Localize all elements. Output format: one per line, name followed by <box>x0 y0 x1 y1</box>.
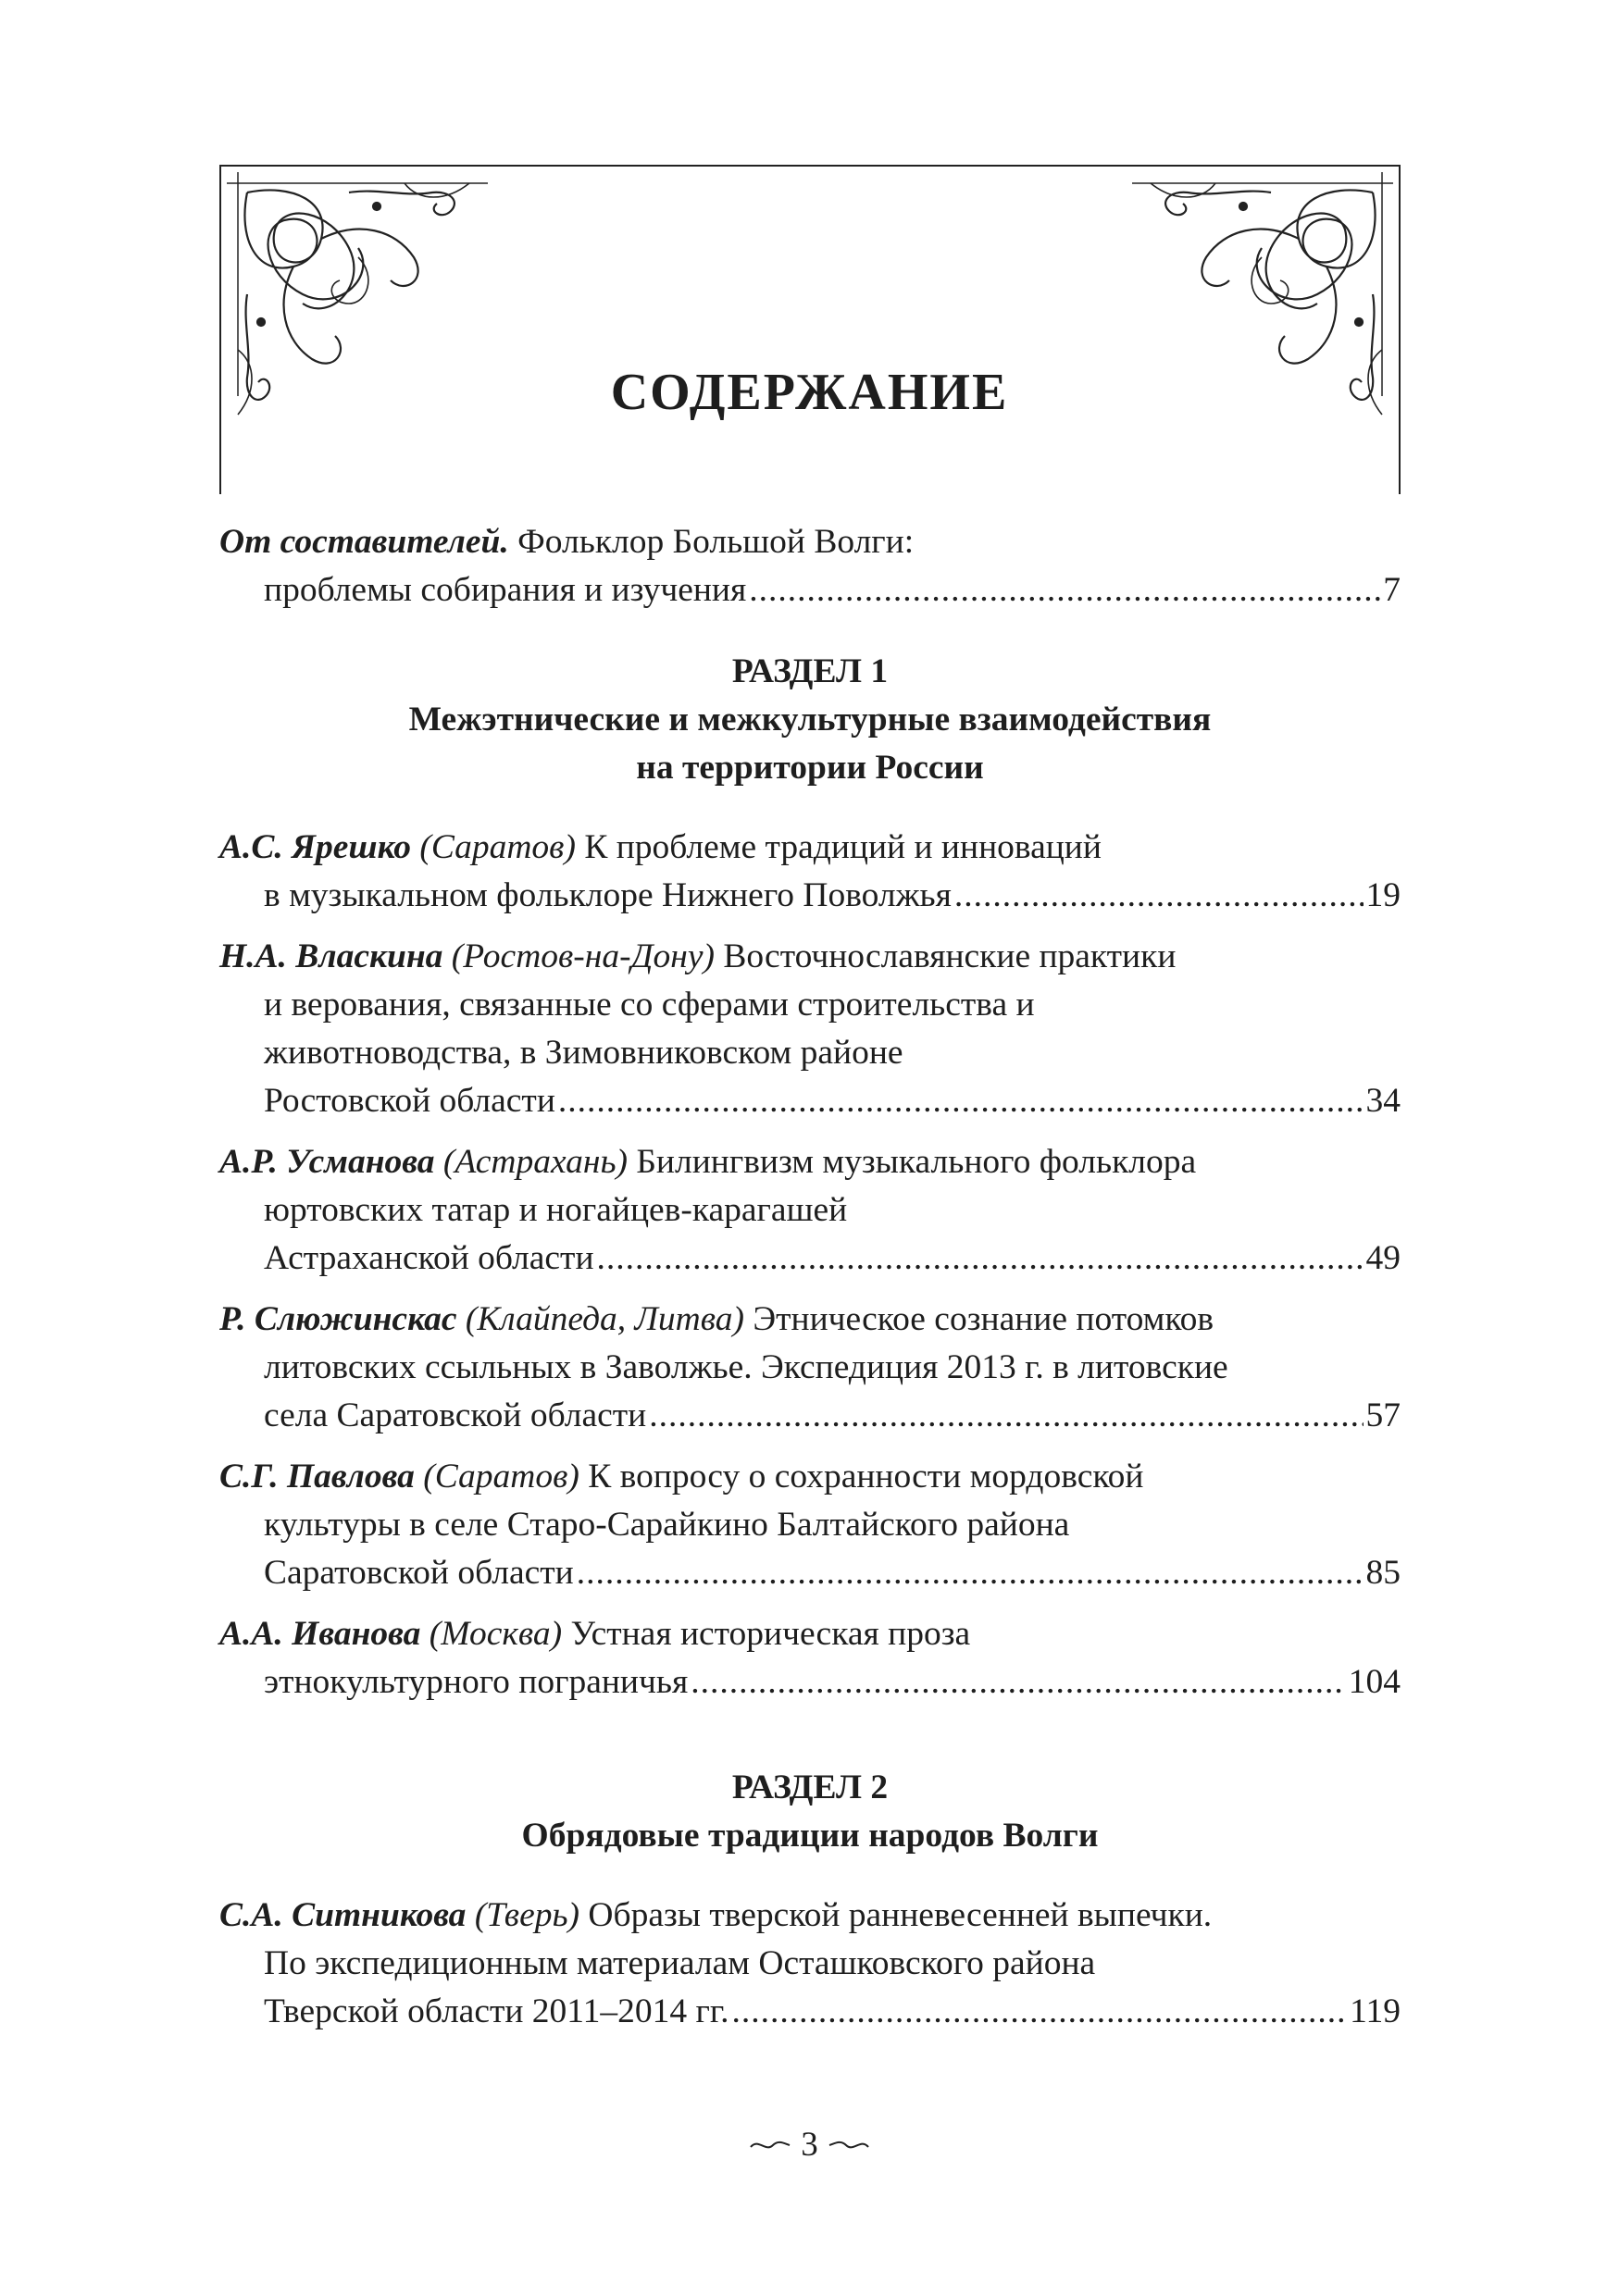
toc-entry-last-line <box>219 1077 1401 1125</box>
toc-entry[interactable] <box>219 1296 1401 1440</box>
toc-page-number: 19 <box>1365 876 1401 914</box>
section-subtitle: Межэтнические и межкультурные взаимодействия <box>408 701 1212 738</box>
toc-entry-title: Образы тверской ранневесенней выпечки. <box>579 1896 1213 1934</box>
swash-right-ornament <box>828 2136 870 2154</box>
toc-entry-last-line <box>219 566 1401 614</box>
toc-entry-first-line <box>219 824 1401 872</box>
toc-author: А.С. Ярешко <box>219 828 411 866</box>
toc-author: С.А. Ситникова <box>219 1896 467 1934</box>
toc-entry-title-cont: и верования, связанные со сферами строительства и <box>264 986 1035 1024</box>
toc-author: А.Р. Усманова <box>219 1143 435 1181</box>
dot-leader <box>749 566 1380 614</box>
toc-page-number: 85 <box>1365 1554 1401 1592</box>
toc-entry-last-line <box>219 872 1401 920</box>
toc-entry[interactable] <box>219 824 1401 920</box>
toc-entry-first-line <box>219 1296 1401 1344</box>
section-1-heading <box>219 648 1401 792</box>
toc-author: С.Г. Павлова <box>219 1458 415 1496</box>
toc-page-number: 119 <box>1350 1992 1401 2030</box>
section-subtitle: Обрядовые традиции народов Волги <box>521 1817 1099 1855</box>
toc-entry-first-line <box>219 1453 1401 1501</box>
toc-entry-title: Устная историческая проза <box>562 1615 971 1653</box>
toc-entry-title-cont: животноводства, в Зимовниковском районе <box>264 1034 903 1072</box>
toc-page-number: 34 <box>1365 1082 1401 1120</box>
toc-author: Н.А. Власкина <box>219 937 443 975</box>
toc-author-city: (Саратов) <box>410 828 576 866</box>
toc-author: От составителей. <box>219 523 509 561</box>
toc-entry-title-cont: юртовских татар и ногайцев-карагашей <box>264 1191 848 1229</box>
page-folio <box>0 2125 1619 2165</box>
section-subtitle: на территории России <box>636 749 984 787</box>
section-label: РАЗДЕЛ 1 <box>731 652 889 690</box>
toc-entry-title-cont: По экспедиционным материалам Осташковского района <box>264 1944 1096 1982</box>
toc-entry-first-line <box>219 1610 1401 1658</box>
toc-entry-title: К вопросу о сохранности мордовской <box>579 1458 1144 1496</box>
toc-author: Р. Слюжинскас <box>219 1300 457 1338</box>
toc-entry-intro[interactable] <box>219 518 1401 614</box>
toc-entry-last-line <box>219 1988 1401 2036</box>
toc-entry-title: К проблеме традиций и инноваций <box>575 828 1102 866</box>
toc-entry-title-cont: культуры в селе Старо-Сарайкино Балтайского района <box>264 1506 1070 1544</box>
toc-entry-title-cont: Саратовской области <box>264 1554 574 1592</box>
toc-entry-first-line <box>219 518 1401 566</box>
toc-entry-title: Билингвизм музыкального фольклора <box>628 1143 1197 1181</box>
toc-entry[interactable] <box>219 1138 1401 1283</box>
toc-entry-title-cont: Астраханской области <box>264 1239 594 1277</box>
dot-leader <box>954 872 1364 920</box>
toc-entry[interactable] <box>219 1892 1401 2036</box>
toc-entry-first-line <box>219 933 1401 981</box>
dot-leader <box>691 1658 1346 1706</box>
toc-entry-first-line <box>219 1138 1401 1186</box>
dot-leader <box>731 1988 1347 2036</box>
toc-author-city: (Тверь) <box>466 1896 580 1934</box>
toc-entry-first-line <box>219 1892 1401 1940</box>
toc-entry-title: Восточнославянские практики <box>714 937 1177 975</box>
toc-entry-title-cont: села Саратовской области <box>264 1396 647 1434</box>
toc-author-city: (Ростов-на-Дону) <box>442 937 715 975</box>
dot-leader <box>649 1392 1363 1440</box>
toc-author: А.А. Иванова <box>219 1615 421 1653</box>
section-1-entries <box>219 824 1401 1706</box>
section-2-entries <box>219 1892 1401 2036</box>
section-2-heading <box>219 1764 1401 1860</box>
toc-author-city: (Саратов) <box>414 1458 579 1496</box>
toc-entry[interactable] <box>219 1610 1401 1706</box>
toc-entry-title: Фольклор Большой Волги: <box>508 523 915 561</box>
toc-entry-title-cont: Тверской области 2011–2014 гг. <box>264 1992 729 2030</box>
toc-entry-title-cont: проблемы собирания и изучения <box>264 571 747 609</box>
toc-entry[interactable] <box>219 933 1401 1125</box>
page-number: 3 <box>801 2126 818 2164</box>
toc-page-number: 49 <box>1365 1239 1401 1277</box>
page-title: СОДЕРЖАНИЕ <box>610 364 1009 421</box>
toc-entry-last-line <box>219 1549 1401 1597</box>
toc-entry-title-cont: в музыкальном фольклоре Нижнего Поволжья <box>264 876 952 914</box>
toc-entry-title-cont: Ростовской области <box>264 1082 555 1120</box>
swash-left-ornament <box>749 2136 791 2154</box>
table-of-contents <box>219 518 1401 2049</box>
section-label: РАЗДЕЛ 2 <box>731 1769 889 1806</box>
toc-page-number: 104 <box>1348 1663 1401 1701</box>
toc-author-city: (Клайпеда, Литва) <box>456 1300 745 1338</box>
dot-leader <box>577 1549 1364 1597</box>
toc-entry-title: Этническое сознание потомков <box>744 1300 1214 1338</box>
toc-author-city: (Астрахань) <box>434 1143 629 1181</box>
toc-entry[interactable] <box>219 1453 1401 1597</box>
toc-entry-last-line <box>219 1392 1401 1440</box>
toc-entry-title-cont: этнокультурного пограничья <box>264 1663 689 1701</box>
dot-leader <box>597 1235 1364 1283</box>
toc-entry-last-line <box>219 1235 1401 1283</box>
toc-author-city: (Москва) <box>420 1615 563 1653</box>
dot-leader <box>558 1077 1364 1125</box>
toc-page-number: 7 <box>1383 571 1401 609</box>
toc-entry-last-line <box>219 1658 1401 1706</box>
toc-page-number: 57 <box>1365 1396 1401 1434</box>
toc-entry-title-cont: литовских ссыльных в Заволжье. Экспедиция 2013 г. в литовские <box>264 1348 1228 1386</box>
